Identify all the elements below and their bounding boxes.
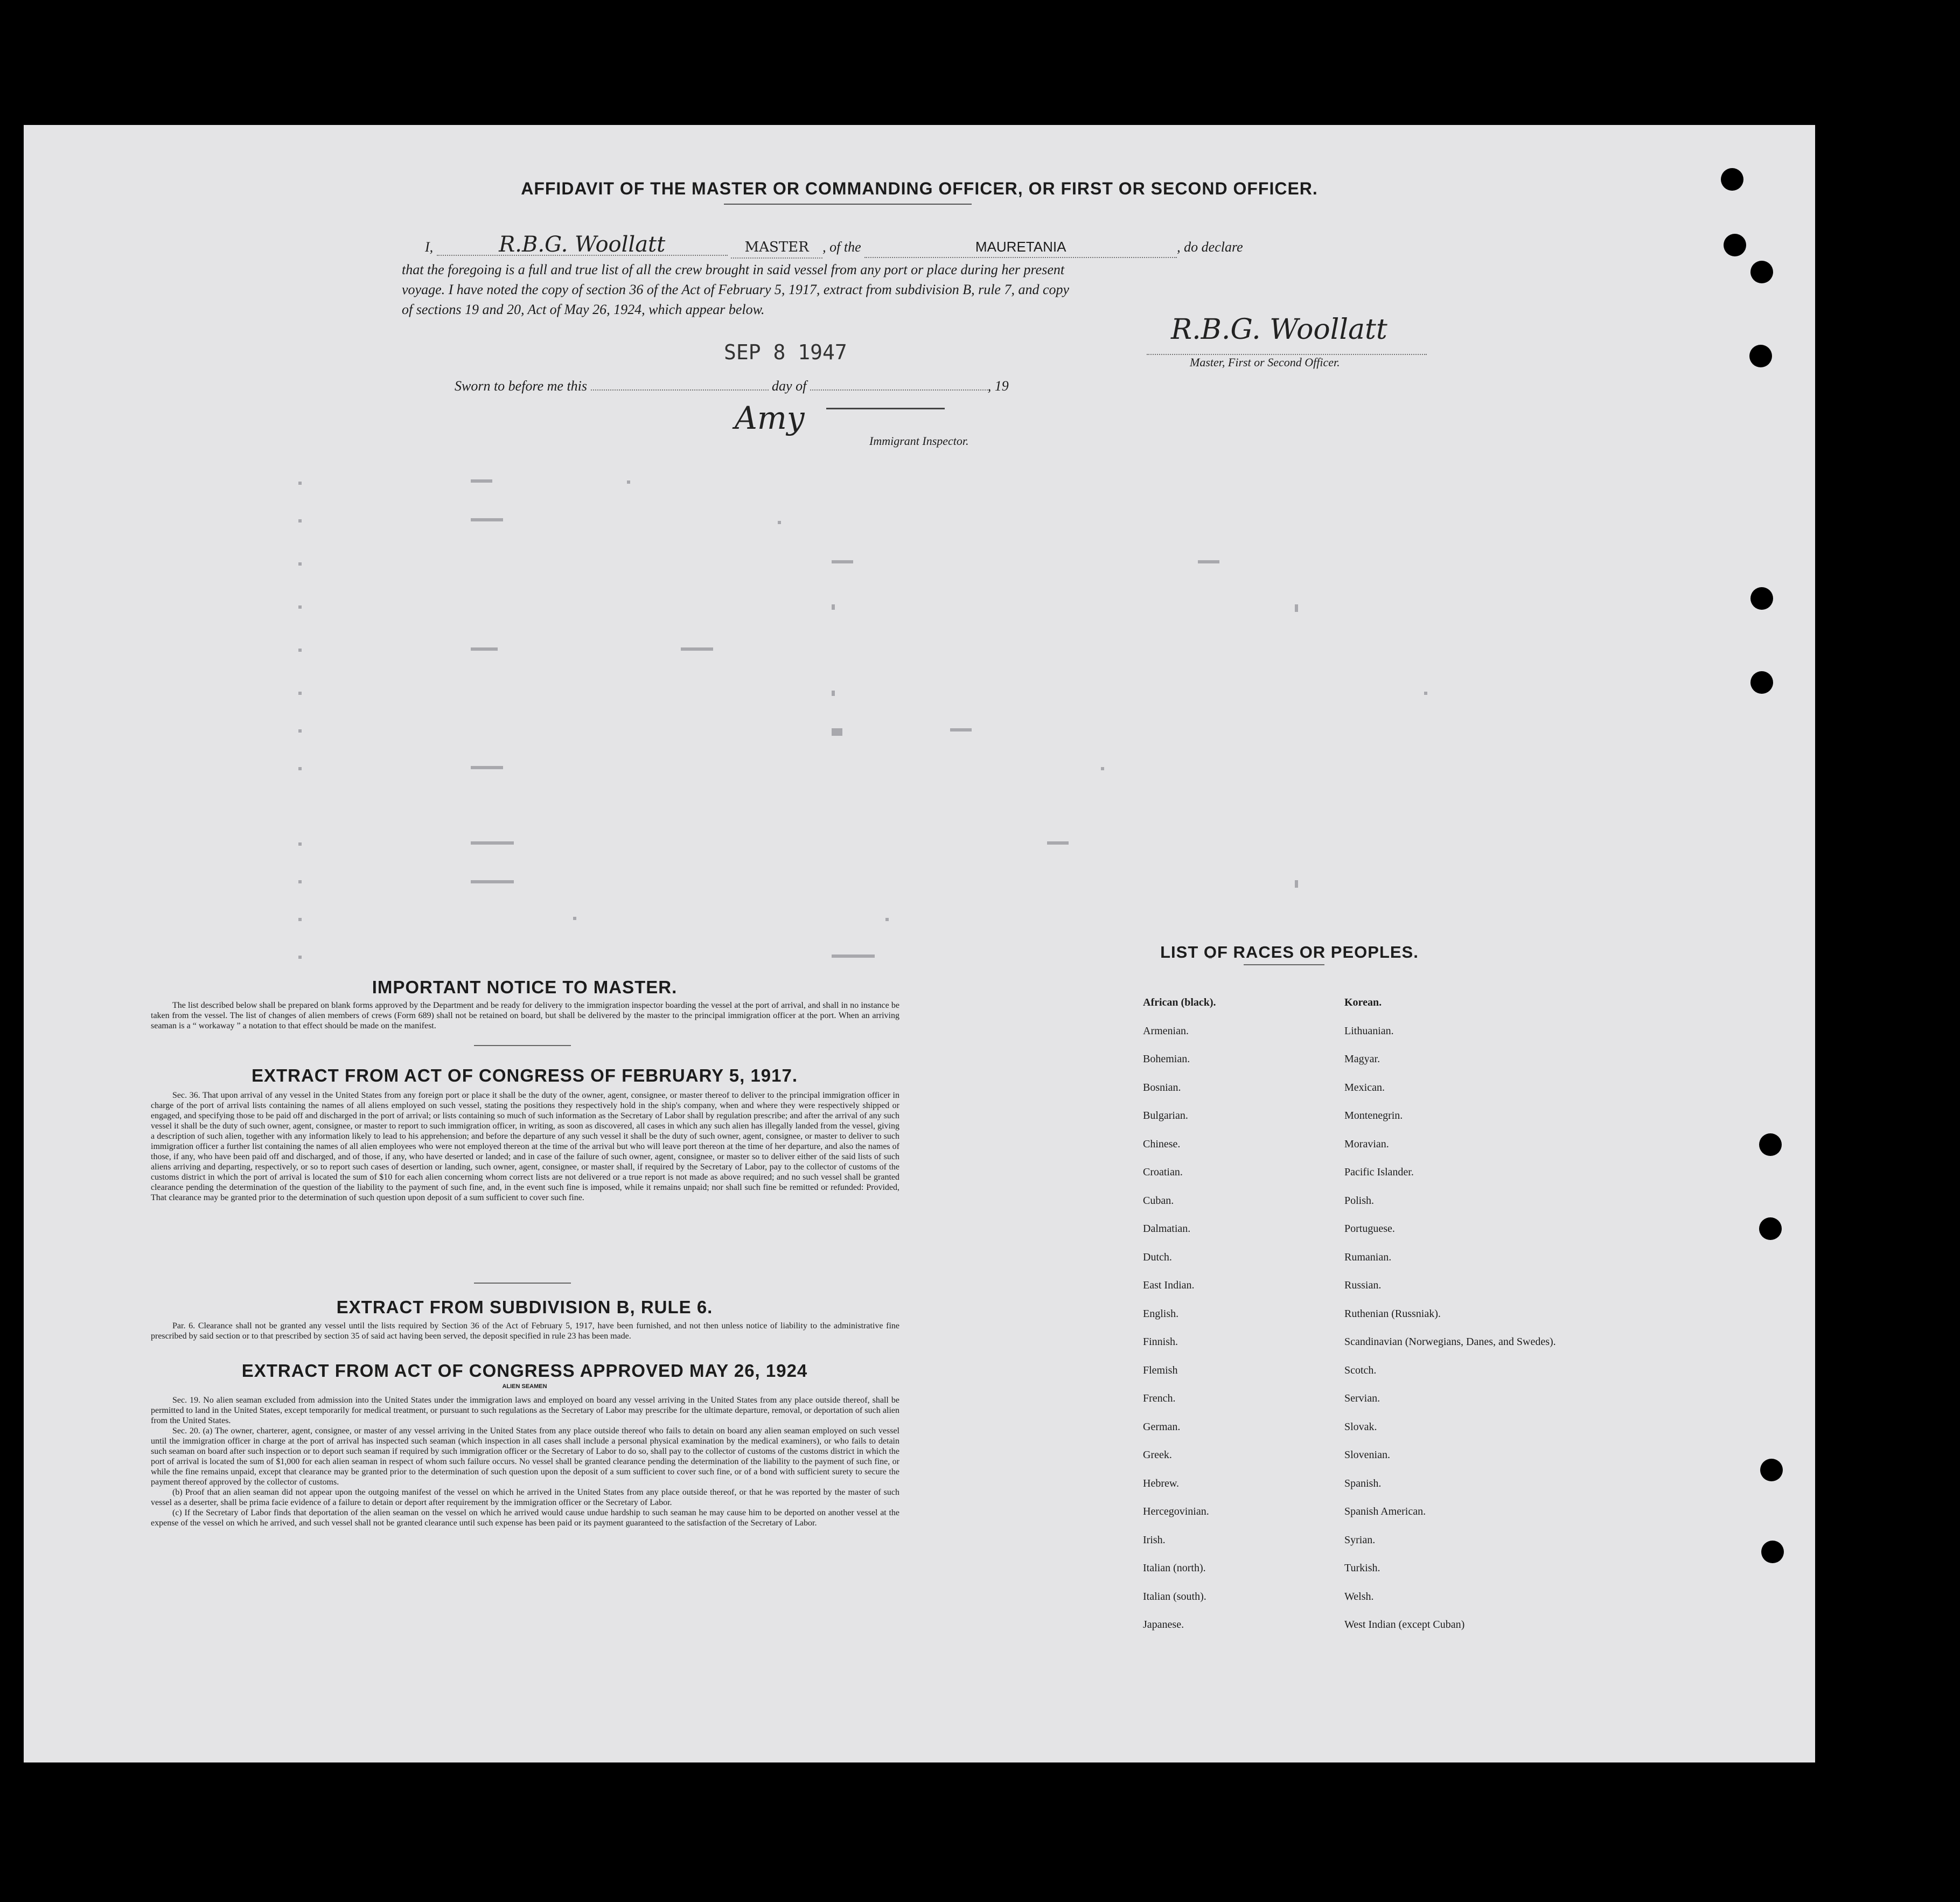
race-item: Syrian. xyxy=(1344,1534,1376,1546)
race-item: Irish. xyxy=(1143,1534,1166,1546)
title-divider xyxy=(724,204,972,205)
extract-1924-sec20b: (b) Proof that an alien seaman did not appear upon the outgoing manifest of the vessel on which he arrived in the United States from any place outside thereof, or that he was reported by the master of such vessel as a deserter, shall be prima facie evidence of a failure to detain or deport after requirement by the immigration officer or the Secretary of Labor. xyxy=(151,1488,899,1507)
year-prefix: , 19 xyxy=(987,378,1009,394)
race-item: Japanese. xyxy=(1143,1619,1184,1631)
notice-title: IMPORTANT NOTICE TO MASTER. xyxy=(372,977,678,997)
race-item: French. xyxy=(1143,1392,1176,1404)
race-item: Montenegrin. xyxy=(1344,1110,1403,1121)
race-item: Croatian. xyxy=(1143,1166,1183,1178)
race-item: English. xyxy=(1143,1307,1179,1320)
race-item: Portuguese. xyxy=(1344,1223,1395,1235)
race-item: Bulgarian. xyxy=(1143,1110,1188,1121)
races-right-column xyxy=(1344,997,1571,1647)
affidavit-title: AFFIDAVIT OF THE MASTER OR COMMANDING OFFICER, OR FIRST OR SECOND OFFICER. xyxy=(521,179,1318,198)
punch-hole-icon xyxy=(1760,1459,1783,1481)
race-item: Spanish. xyxy=(1344,1477,1382,1489)
document-page xyxy=(24,125,1815,1762)
race-item: Dutch. xyxy=(1143,1251,1172,1263)
race-item: African (black). xyxy=(1143,997,1216,1008)
race-item: Scotch. xyxy=(1344,1364,1377,1376)
extract-1924-title: EXTRACT FROM ACT OF CONGRESS APPROVED MAY 26, 1924 xyxy=(241,1361,808,1381)
extract-1917-divider xyxy=(474,1283,571,1284)
punch-hole-icon xyxy=(1724,234,1746,256)
punch-hole-icon xyxy=(1759,1217,1782,1240)
declaration-body xyxy=(402,260,1441,319)
vessel-name-field: MAURETANIA xyxy=(864,237,1177,258)
punch-hole-icon xyxy=(1750,671,1773,694)
race-item: Mexican. xyxy=(1344,1081,1385,1093)
race-item: Slovenian. xyxy=(1344,1449,1390,1461)
day-of-text: day of xyxy=(772,378,807,394)
race-item: Turkish. xyxy=(1344,1562,1380,1574)
race-item: Slovak. xyxy=(1344,1420,1377,1433)
punch-hole-icon xyxy=(1749,345,1772,367)
race-item: Moravian. xyxy=(1344,1138,1389,1150)
race-item: Dalmatian. xyxy=(1143,1223,1191,1235)
punch-hole-icon xyxy=(1721,168,1743,191)
date-stamp: SEP 8 1947 xyxy=(724,340,847,364)
pronoun-text: I, xyxy=(425,239,434,255)
races-title: LIST OF RACES OR PEOPLES. xyxy=(1160,943,1419,962)
subdivision-b-title: EXTRACT FROM SUBDIVISION B, RULE 6. xyxy=(336,1297,713,1317)
extract-1917-text: Sec. 36. That upon arrival of any vessel in the United States from any foreign port or place it shall be the duty of the owner, agent, consignee, or master thereof to deliver to the principal immigration officer in charge of the port of arrival lists containing the names of all aliens employed on such vessel, stating the positions they respectively hold in the ship's company, when and where they were respectively shipped or engaged, and specifying those to be paid off and discharged in the port of arrival; or lists containing so much of such information as the Secretary of Labor shall by regulation prescribe; and after the arrival of any such vessel it shall be the duty of such owner, agent, consignee, or master to report to such immigration officer, in writing, as soon as discovered, all cases in which any such alien has illegally landed from the vessel, giving a description of such alien, together with any information likely to lead to his apprehension; and before the departure of any such vessel it shall be the duty of such owner, agent, consignee, or master to deliver to such immigration officer a further list containing the names of all alien employees who were not employed thereon at the time of the arrival but who will leave port thereon at the time of her departure, and also the names of those, if any, who have been paid off and discharged, and of those, if any, who have deserted or landed; and in case of the failure of such owner, agent, consignee, or master so to deliver either of the said lists of such aliens arriving and departing, respectively, or so to report such cases of desertion or landing, such owner, agent, consignee, or master shall, if required by the Secretary of Labor, pay to the collector of customs of the customs district in which the port of arrival is located the sum of $10 for each alien concerning whom correct lists are not delivered or a true report is not made as above required; and no such vessel shall be granted clearance pending the determination of the question of the liability to the payment of such fine, and, in the event such fine is imposed, while it remains unpaid; nor shall such fine be remitted or refunded: Provided, That clearance may be granted prior to the determination of such question upon deposit of a sum sufficient to cover such fine. xyxy=(151,1091,899,1202)
race-item: Finnish. xyxy=(1143,1336,1178,1348)
race-item: Polish. xyxy=(1344,1194,1375,1207)
race-item: German. xyxy=(1143,1420,1181,1433)
declaration-line-3: of sections 19 and 20, Act of May 26, 1924, which appear below. xyxy=(402,302,765,317)
extract-1924-subtitle: ALIEN SEAMEN xyxy=(502,1383,547,1390)
race-item: Magyar. xyxy=(1344,1053,1380,1065)
race-item: Hercegovinian. xyxy=(1143,1506,1209,1517)
race-item: Servian. xyxy=(1344,1392,1380,1404)
races-left-column xyxy=(1143,997,1326,1647)
extract-1924-body xyxy=(151,1395,899,1528)
race-item: Flemish xyxy=(1143,1364,1178,1376)
month-field xyxy=(810,389,988,391)
extract-1924-sec20a: Sec. 20. (a) The owner, charterer, agent, consignee, or master of any vessel arriving in the United States from any place outside thereof who fails to detain on board any alien seaman employed on such vessel until the immigration officer in charge at the port of arrival has inspected such seaman (which inspection in all cases shall include a personal physical examination by the medical examiners), or who fails to detain such seaman on board after such inspection or to deport such seaman if required by such immigration officer or the Secretary of Labor to do so, shall pay to the collector of customs of the customs district in which the port of arrival is located the sum of $1,000 for each alien seaman in respect of whom such failure occurs. No vessel shall be granted clearance pending the determination of the liability to the payment of such fine, or while the fine remains unpaid, except that clearance may be granted prior to the determination of such question upon the deposit of a sum sufficient to cover such fine, or of a bond with sufficient surety to secure the payment thereof approved by the collector of customs. xyxy=(151,1426,899,1487)
inspector-signature-stroke xyxy=(826,408,945,409)
do-declare-text: , do declare xyxy=(1177,239,1243,255)
of-the-text: , of the xyxy=(822,239,861,255)
punch-hole-icon xyxy=(1750,587,1773,610)
race-item: Bosnian. xyxy=(1143,1081,1181,1093)
extract-1917-title: EXTRACT FROM ACT OF CONGRESS OF FEBRUARY 5, 1917. xyxy=(251,1065,798,1085)
sworn-line xyxy=(455,376,1209,396)
race-item: Hebrew. xyxy=(1143,1477,1180,1489)
master-signature: R.B.G. Woollatt xyxy=(1171,313,1387,346)
subdivision-b-text: Par. 6. Clearance shall not be granted any vessel until the lists required by Section 36 of the Act of February 5, 1917, have been furnished, and not then unless notice of liability to the administrative fine prescribed by said section or to that prescribed by section 35 of said act having been served, the deposit specified in rule 23 has been made. xyxy=(151,1321,899,1341)
officer-caption: Master, First or Second Officer. xyxy=(1190,356,1340,369)
race-item: Ruthenian (Russniak). xyxy=(1344,1307,1441,1320)
race-item: Italian (north). xyxy=(1143,1562,1206,1574)
race-item: Chinese. xyxy=(1143,1138,1181,1150)
race-item: Greek. xyxy=(1143,1449,1172,1461)
punch-hole-icon xyxy=(1761,1541,1784,1563)
signer-name-field: R.B.G. Woollatt xyxy=(437,235,728,256)
inspector-caption: Immigrant Inspector. xyxy=(869,434,969,448)
punch-hole-icon xyxy=(1759,1133,1782,1156)
race-item: Armenian. xyxy=(1143,1025,1189,1037)
race-item: East Indian. xyxy=(1143,1279,1195,1291)
race-item: Korean. xyxy=(1344,997,1382,1008)
declaration-line-1: that the foregoing is a full and true list of all the crew brought in said vessel from any port or place during her present xyxy=(402,262,1065,277)
race-item: West Indian (except Cuban) xyxy=(1344,1619,1465,1631)
sworn-prefix: Sworn to before me this xyxy=(455,378,588,394)
race-item: Cuban. xyxy=(1143,1194,1174,1207)
race-item: Rumanian. xyxy=(1344,1251,1392,1263)
race-item: Pacific Islander. xyxy=(1344,1166,1414,1178)
inspector-signature: Amy xyxy=(735,400,805,436)
race-item: Scandinavian (Norwegians, Danes, and Swedes). xyxy=(1344,1336,1556,1348)
races-divider xyxy=(1244,964,1324,965)
race-item: Italian (south). xyxy=(1143,1590,1206,1603)
punch-hole-icon xyxy=(1750,261,1773,283)
day-field xyxy=(591,389,769,391)
notice-text: The list described below shall be prepared on blank forms approved by the Department and be ready for delivery to the immigration inspector boarding the vessel at the port of arrival, and shall in no instance be taken from the vessel. The list of changes of alien members of crews (Form 689) shall not be retained on board, but shall be delivered by the master to the principal immigration officer at the port. When an arriving seaman is a “ workaway ” a notation to that effect should be made on the manifest. xyxy=(151,1001,899,1030)
declaration-line-2: voyage. I have noted the copy of section 36 of the Act of February 5, 1917, extract from subdivision B, rule 7, and copy xyxy=(402,282,1070,297)
extract-1924-sec19: Sec. 19. No alien seaman excluded from admission into the United States under the immigration laws and employed on board any vessel arriving in the United States from any place outside thereof, shall be permitted to land in the United States, except temporarily for medical treatment, or pursuant to such regulations as the Secretary of Labor may prescribe for the ultimate departure, removal, or deportation of such alien from the United States. xyxy=(151,1396,899,1425)
rank-field: MASTER xyxy=(731,238,822,259)
declaration-line xyxy=(425,232,1448,259)
race-item: Welsh. xyxy=(1344,1590,1374,1603)
race-item: Lithuanian. xyxy=(1344,1025,1394,1037)
extract-1924-sec20c: (c) If the Secretary of Labor finds that deportation of the alien seaman on the vessel on which he arrived would cause undue hardship to such seaman he may cause him to be deported on another vessel at the expense of the vessel on which he arrived, and such vessel shall not be granted clearance until such expense has been paid or its payment guaranteed to the satisfaction of the Secretary of Labor. xyxy=(151,1508,899,1528)
notice-divider xyxy=(474,1045,571,1046)
race-item: Russian. xyxy=(1344,1279,1382,1291)
race-item: Spanish American. xyxy=(1344,1506,1426,1517)
race-item: Bohemian. xyxy=(1143,1053,1190,1065)
